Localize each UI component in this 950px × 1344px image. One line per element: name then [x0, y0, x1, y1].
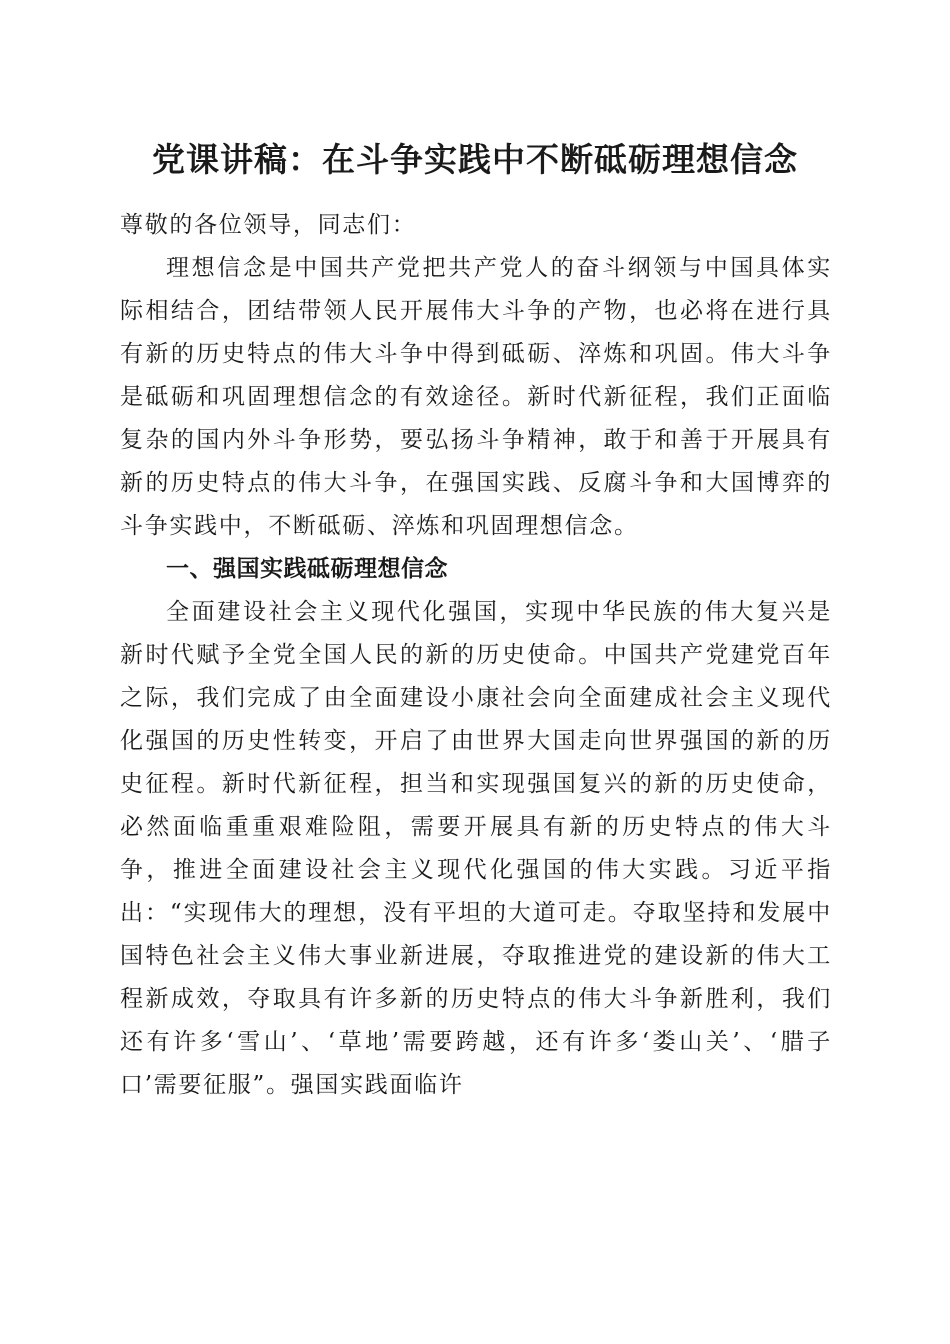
salutation: 尊敬的各位领导，同志们： — [120, 212, 417, 238]
document-body — [120, 204, 832, 1107]
section-heading-1: 一、强国实践砥砺理想信念 — [166, 556, 448, 582]
document-title: 党课讲稿：在斗争实践中不断砥砺理想信念 — [152, 140, 798, 179]
intro-paragraph: 理想信念是中国共产党把共产党人的奋斗纲领与中国具体实际相结合，团结带领人民开展伟大斗争的产物，也必将在进行具有新的历史特点的伟大斗争中得到砥砺、淬炼和巩固。伟大斗争是砥砺和巩固理想信念的有效途径。新时代新征程，我们正面临复杂的国内外斗争形势，要弘扬斗争精神，敢于和善于开展具有新的历史特点的伟大斗争，在强国实践、反腐斗争和大国博弈的斗争实践中，不断砥砺、淬炼和巩固理想信念。 — [120, 255, 832, 539]
section-1-paragraph: 全面建设社会主义现代化强国，实现中华民族的伟大复兴是新时代赋予全党全国人民的新的历史使命。中国共产党建党百年之际，我们完成了由全面建设小康社会向全面建成社会主义现代化强国的历史性转变，开启了由世界大国走向世界强国的新的历史征程。新时代新征程，担当和实现强国复兴的新的历史使命，必然面临重重艰难险阻，需要开展具有新的历史特点的伟大斗争，推进全面建设社会主义现代化强国的伟大实践。习近平指出：“实现伟大的理想，没有平坦的大道可走。夺取坚持和发展中国特色社会主义伟大事业新进展，夺取推进党的建设新的伟大工程新成效，夺取具有许多新的历史特点的伟大斗争新胜利，我们还有许多‘雪山’、‘草地’需要跨越，还有许多‘娄山关’、‘腊子口’需要征服”。强国实践面临许 — [120, 599, 832, 1098]
